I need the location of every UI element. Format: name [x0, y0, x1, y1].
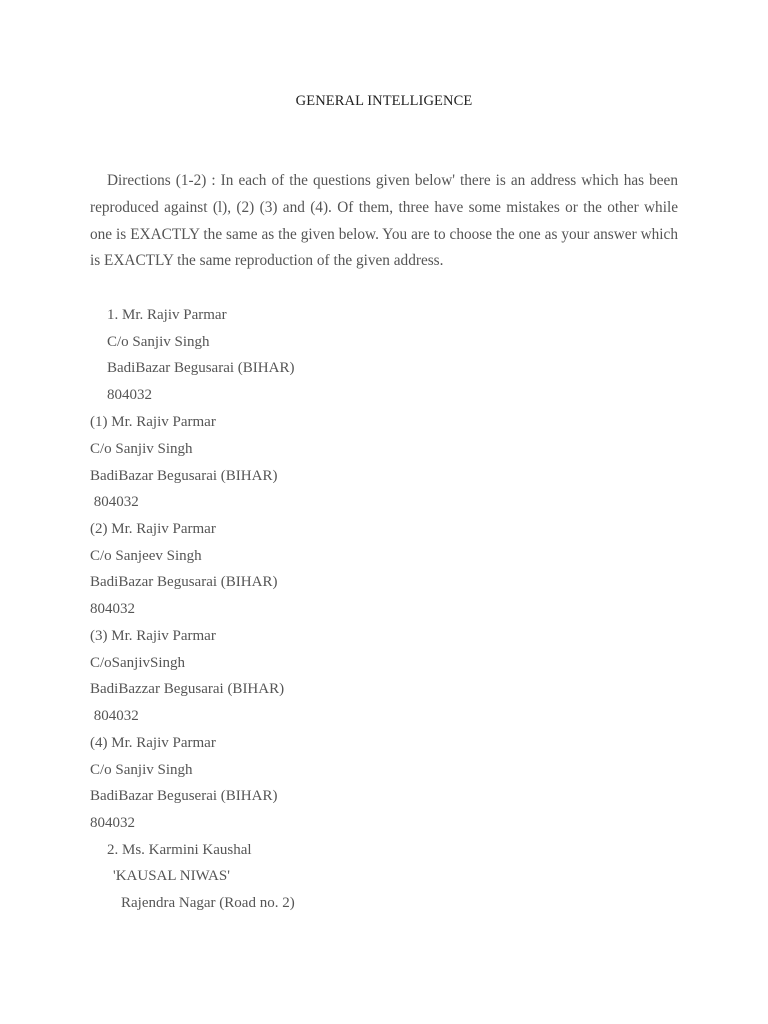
q1-option4-line: C/o Sanjiv Singh: [90, 762, 193, 778]
q1-option2-line: C/o Sanjeev Singh: [90, 548, 202, 564]
q1-address-line: 804032: [107, 387, 152, 403]
q1-address-line: C/o Sanjiv Singh: [107, 334, 210, 350]
q2-address-line: Rajendra Nagar (Road no. 2): [121, 895, 295, 911]
q1-address-line: BadiBazar Begusarai (BIHAR): [107, 360, 295, 376]
q1-option2-line: 804032: [90, 601, 135, 617]
q1-option2-line: BadiBazar Begusarai (BIHAR): [90, 574, 278, 590]
q1-option1-line: (1) Mr. Rajiv Parmar: [90, 414, 216, 430]
q1-address-line: 1. Mr. Rajiv Parmar: [107, 307, 227, 323]
q1-option4-line: (4) Mr. Rajiv Parmar: [90, 735, 216, 751]
q2-address-line: 2. Ms. Karmini Kaushal: [107, 842, 252, 858]
q1-option4-line: BadiBazar Beguserai (BIHAR): [90, 788, 278, 804]
q1-option4-line: 804032: [90, 815, 135, 831]
directions-paragraph: Directions (1-2) : In each of the questions given below' there is an address which has been reproduced against (l), (2) (3) and (4). Of them, three have some mistakes or the other while one is EXACTLY the same as the given below. You are to choose the one as your answer which is EXACTLY the same reproduction of the given address.: [90, 172, 678, 270]
q1-option1-line: BadiBazar Begusarai (BIHAR): [90, 468, 278, 484]
q1-option3-line: BadiBazzar Begusarai (BIHAR): [90, 681, 285, 697]
q1-option3-line: 804032: [90, 708, 139, 724]
q1-option1-line: C/o Sanjiv Singh: [90, 441, 193, 457]
q1-option1-line: 804032: [90, 494, 139, 510]
q2-address-line: 'KAUSAL NIWAS': [113, 868, 230, 884]
q1-option3-line: (3) Mr. Rajiv Parmar: [90, 628, 216, 644]
q1-option3-line: C/oSanjivSingh: [90, 655, 186, 671]
document-title: GENERAL INTELLIGENCE: [295, 93, 473, 109]
q1-option2-line: (2) Mr. Rajiv Parmar: [90, 521, 216, 537]
